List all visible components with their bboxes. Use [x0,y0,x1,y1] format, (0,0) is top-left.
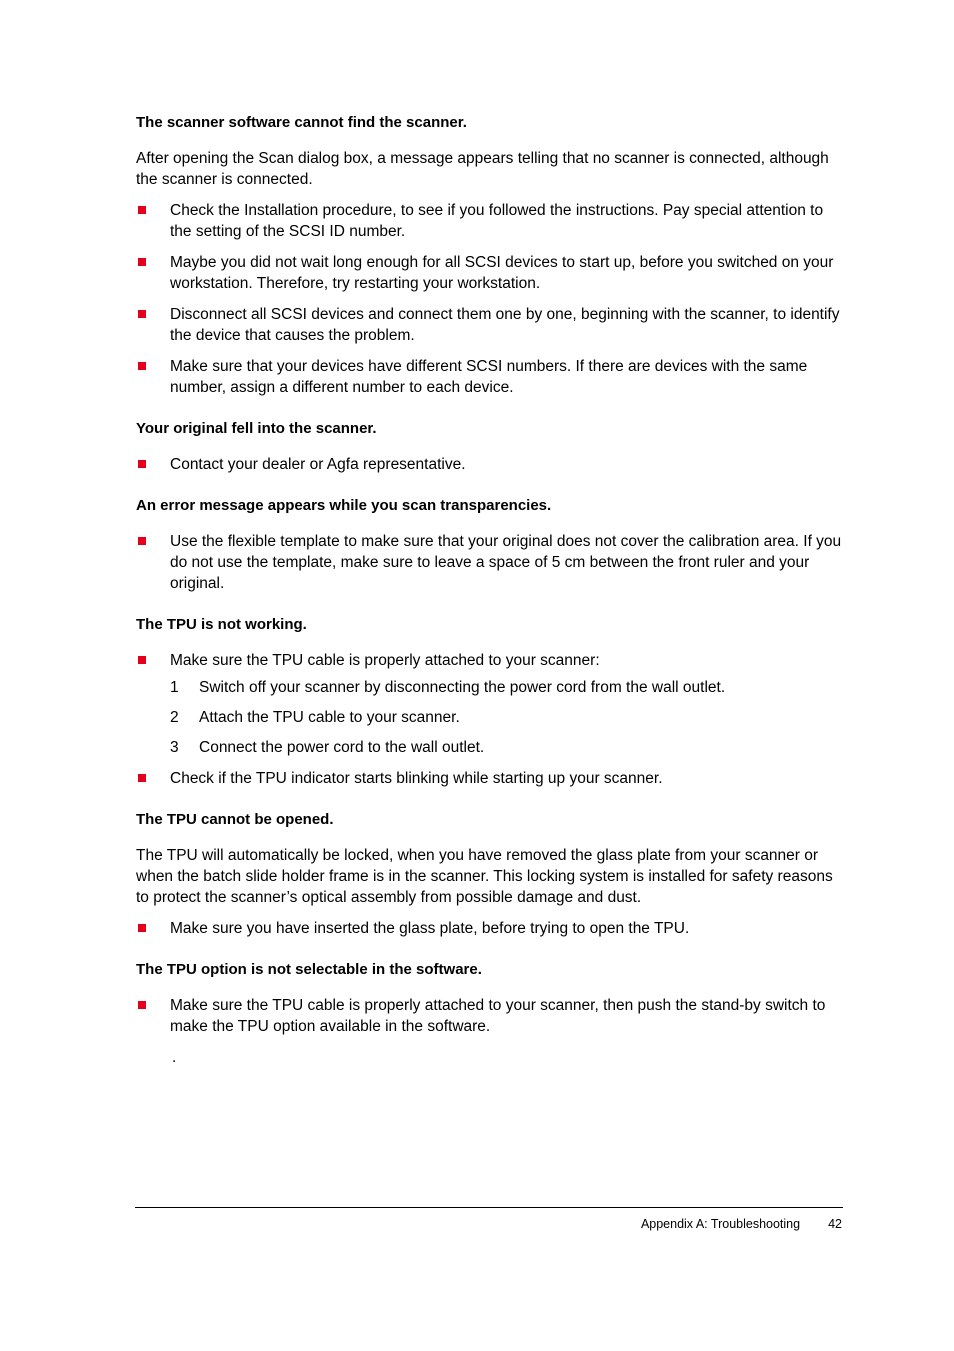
square-bullet-icon [138,310,146,318]
bullet-list [136,650,842,671]
list-item: Maybe you did not wait long enough for all SCSI devices to start up, before you switched on your workstation. Therefore, try restarting your workstation. [136,252,842,294]
numbered-steps [136,677,842,758]
section-heading: The TPU option is not selectable in the software. [136,961,482,978]
bullet-list [136,918,842,939]
square-bullet-icon [138,537,146,545]
section-tpu-cannot-open [136,809,842,939]
square-bullet-icon [138,258,146,266]
square-bullet-icon [138,1001,146,1009]
bullet-list [136,531,842,594]
square-bullet-icon [138,656,146,664]
section-intro: After opening the Scan dialog box, a message appears telling that no scanner is connected, although the scanner is connected. [136,150,829,188]
bullet-list [136,768,842,789]
list-item: Use the flexible template to make sure that your original does not cover the calibration area. If you do not use the template, make sure to leave a space of 5 cm between the front ruler and your original. [136,531,842,594]
square-bullet-icon [138,362,146,370]
section-intro: The TPU will automatically be locked, when you have removed the glass plate from your scanner or when the batch slide holder frame is in the scanner. This locking system is installed for safety reasons to protect the scanner’s optical assembly from possible damage and dust. [136,847,833,906]
section-heading: The TPU is not working. [136,616,307,633]
page-number: 42 [828,1217,842,1231]
footer-divider [135,1207,843,1208]
list-item: Check the Installation procedure, to see if you followed the instructions. Pay special attention to the setting of the SCSI ID number. [136,200,842,242]
bullet-list [136,995,842,1037]
list-item: Make sure the TPU cable is properly attached to your scanner, then push the stand-by switch to make the TPU option available in the software. [136,995,842,1037]
section-error-transparencies [136,495,842,594]
list-item: Contact your dealer or Agfa representative. [136,454,842,475]
section-heading: An error message appears while you scan transparencies. [136,497,552,514]
section-scanner-not-found [136,112,842,398]
list-item: Check if the TPU indicator starts blinking while starting up your scanner. [136,768,842,789]
bullet-list [136,200,842,398]
section-heading: The scanner software cannot find the scanner. [136,114,467,131]
list-item: Disconnect all SCSI devices and connect them one by one, beginning with the scanner, to identify the device that causes the problem. [136,304,842,346]
list-item: Make sure the TPU cable is properly attached to your scanner: [136,650,842,671]
step-item: 1 Switch off your scanner by disconnecting the power cord from the wall outlet. [170,679,726,696]
section-tpu-not-selectable [136,959,842,1068]
trailing-dot: . [172,1049,177,1066]
document-page [136,112,842,1068]
section-heading: Your original fell into the scanner. [136,420,377,437]
bullet-list [136,454,842,475]
section-heading: The TPU cannot be opened. [136,811,334,828]
section-tpu-not-working [136,614,842,789]
step-item: 2 Attach the TPU cable to your scanner. [170,709,460,726]
square-bullet-icon [138,460,146,468]
step-item: 3 Connect the power cord to the wall outlet. [170,739,485,756]
square-bullet-icon [138,206,146,214]
list-item: Make sure that your devices have different SCSI numbers. If there are devices with the same number, assign a different number to each device. [136,356,842,398]
list-item: Make sure you have inserted the glass plate, before trying to open the TPU. [136,918,842,939]
page-footer [136,1216,842,1232]
square-bullet-icon [138,924,146,932]
square-bullet-icon [138,774,146,782]
footer-chapter: Appendix A: Troubleshooting [640,1217,801,1231]
section-original-fell [136,418,842,475]
